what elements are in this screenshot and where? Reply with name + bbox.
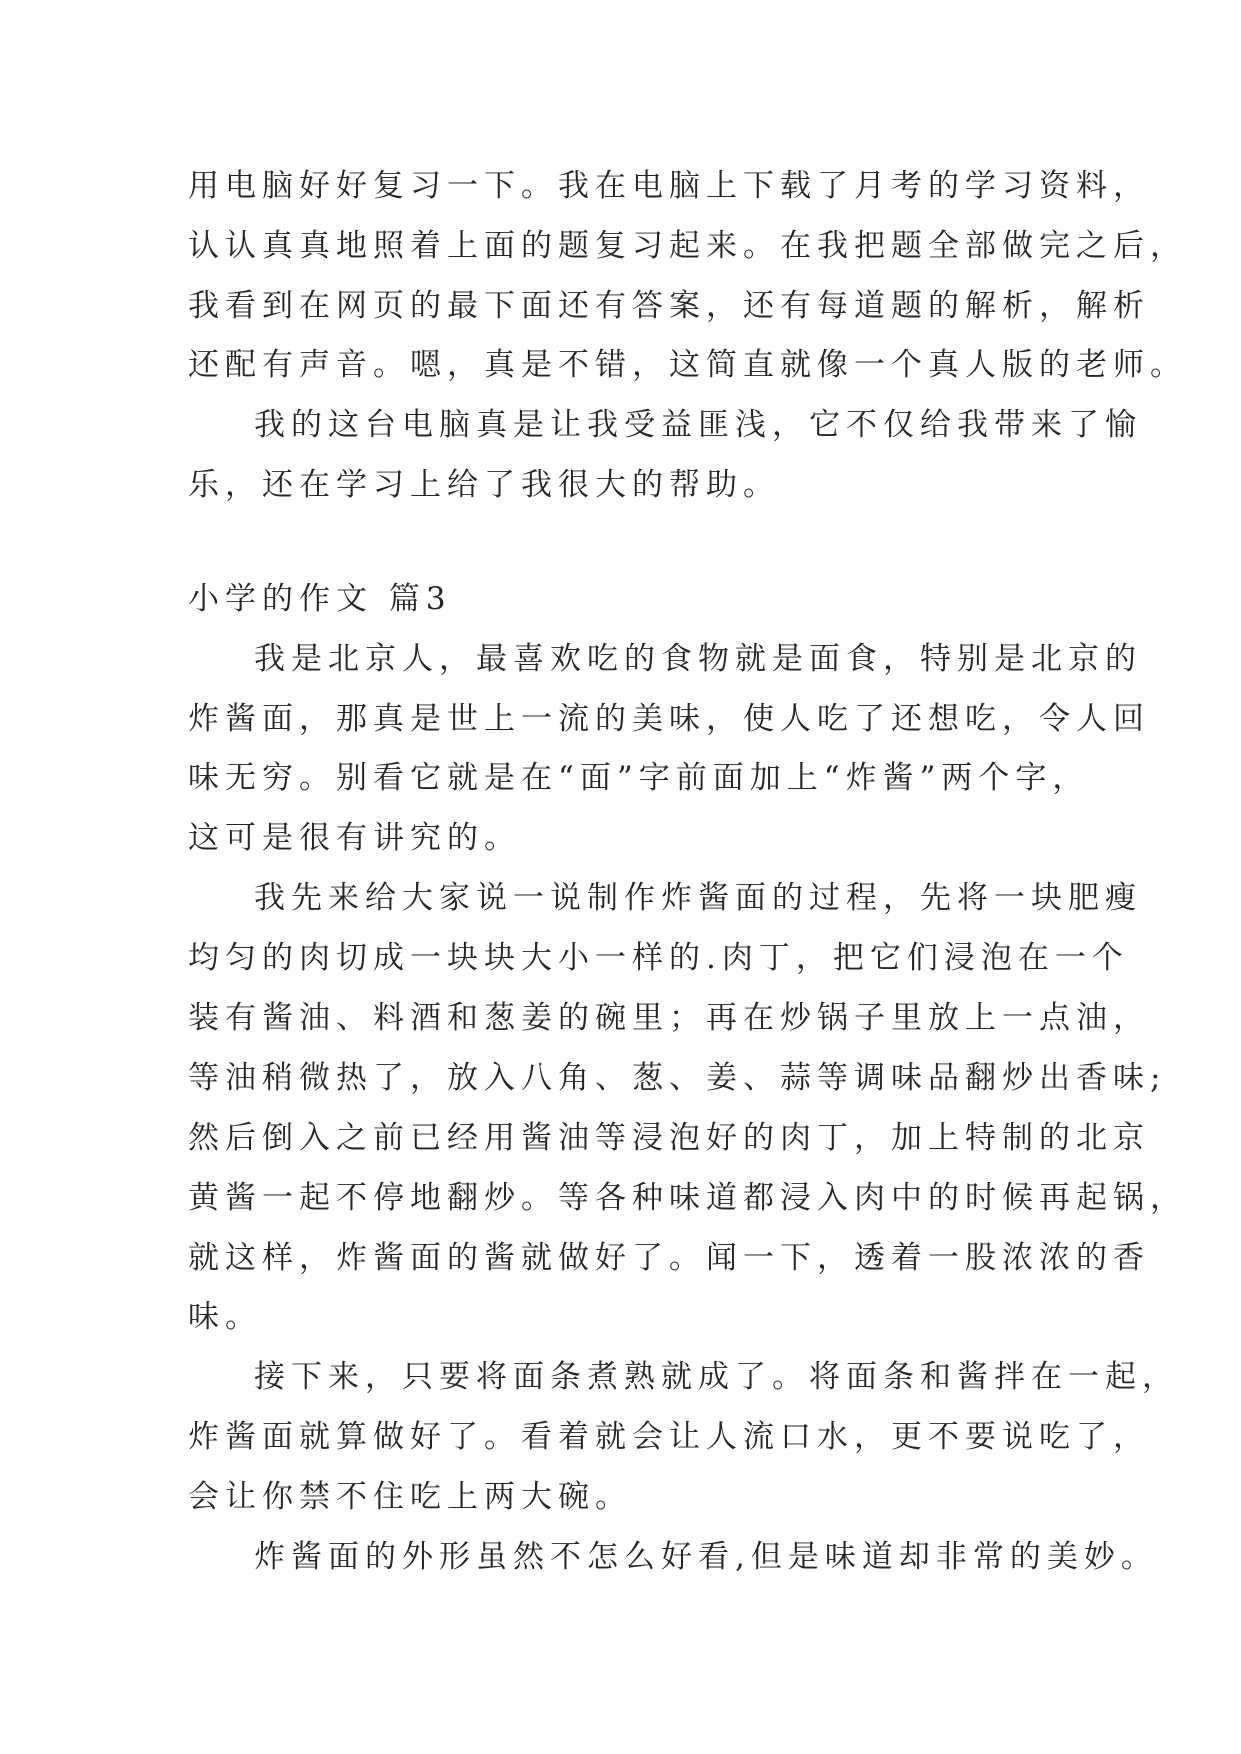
text-line: 用电脑好好复习一下。我在电脑上下载了月考的学习资料， [188,168,1150,204]
text-line: 炸酱面的外形虽然不怎么好看,但是味道却非常的美妙。 [254,1539,1158,1575]
section-heading: 小学的作文 篇3 [188,581,452,617]
text-line: 会让你禁不住吃上两大碗。 [188,1479,632,1515]
text-line: 乐，还在学习上给了我很大的帮助。 [188,467,780,503]
text-line: 这可是很有讲究的。 [188,820,521,856]
text-line: 装有酱油、料酒和葱姜的碗里；再在炒锅子里放上一点油， [188,1000,1150,1036]
text-line: 我看到在网页的最下面还有答案，还有每道题的解析，解析 [188,288,1150,324]
text-line: 我是北京人，最喜欢吃的食物就是面食，特别是北京的 [254,641,1142,677]
text-line: 味无穷。别看它就是在“面”字前面加上“炸酱”两个字， [188,760,1090,796]
text-line: 就这样，炸酱面的酱就做好了。闻一下，透着一股浓浓的香 [188,1240,1150,1276]
text-line: 黄酱一起不停地翻炒。等各种味道都浸入肉中的时候再起锅， [188,1180,1187,1216]
text-line: 均匀的肉切成一块块大小一样的.肉丁，把它们浸泡在一个 [188,940,1129,976]
text-line: 接下来，只要将面条煮熟就成了。将面条和酱拌在一起， [254,1359,1179,1395]
text-line: 等油稍微热了，放入八角、葱、姜、蒜等调味品翻炒出香味; [188,1060,1167,1096]
text-line: 味。 [188,1299,262,1335]
text-line: 炸酱面就算做好了。看着就会让人流口水，更不要说吃了， [188,1419,1150,1455]
text-line: 认认真真地照着上面的题复习起来。在我把题全部做完之后， [188,228,1187,264]
text-line: 我的这台电脑真是让我受益匪浅，它不仅给我带来了愉 [254,407,1142,443]
text-line: 炸酱面，那真是世上一流的美味，使人吃了还想吃，令人回 [188,701,1150,737]
text-line: 我先来给大家说一说制作炸酱面的过程，先将一块肥瘦 [254,880,1142,916]
text-line: 然后倒入之前已经用酱油等浸泡好的肉丁，加上特制的北京 [188,1120,1150,1156]
text-line: 还配有声音。嗯，真是不错，这简直就像一个真人版的老师。 [188,347,1187,383]
